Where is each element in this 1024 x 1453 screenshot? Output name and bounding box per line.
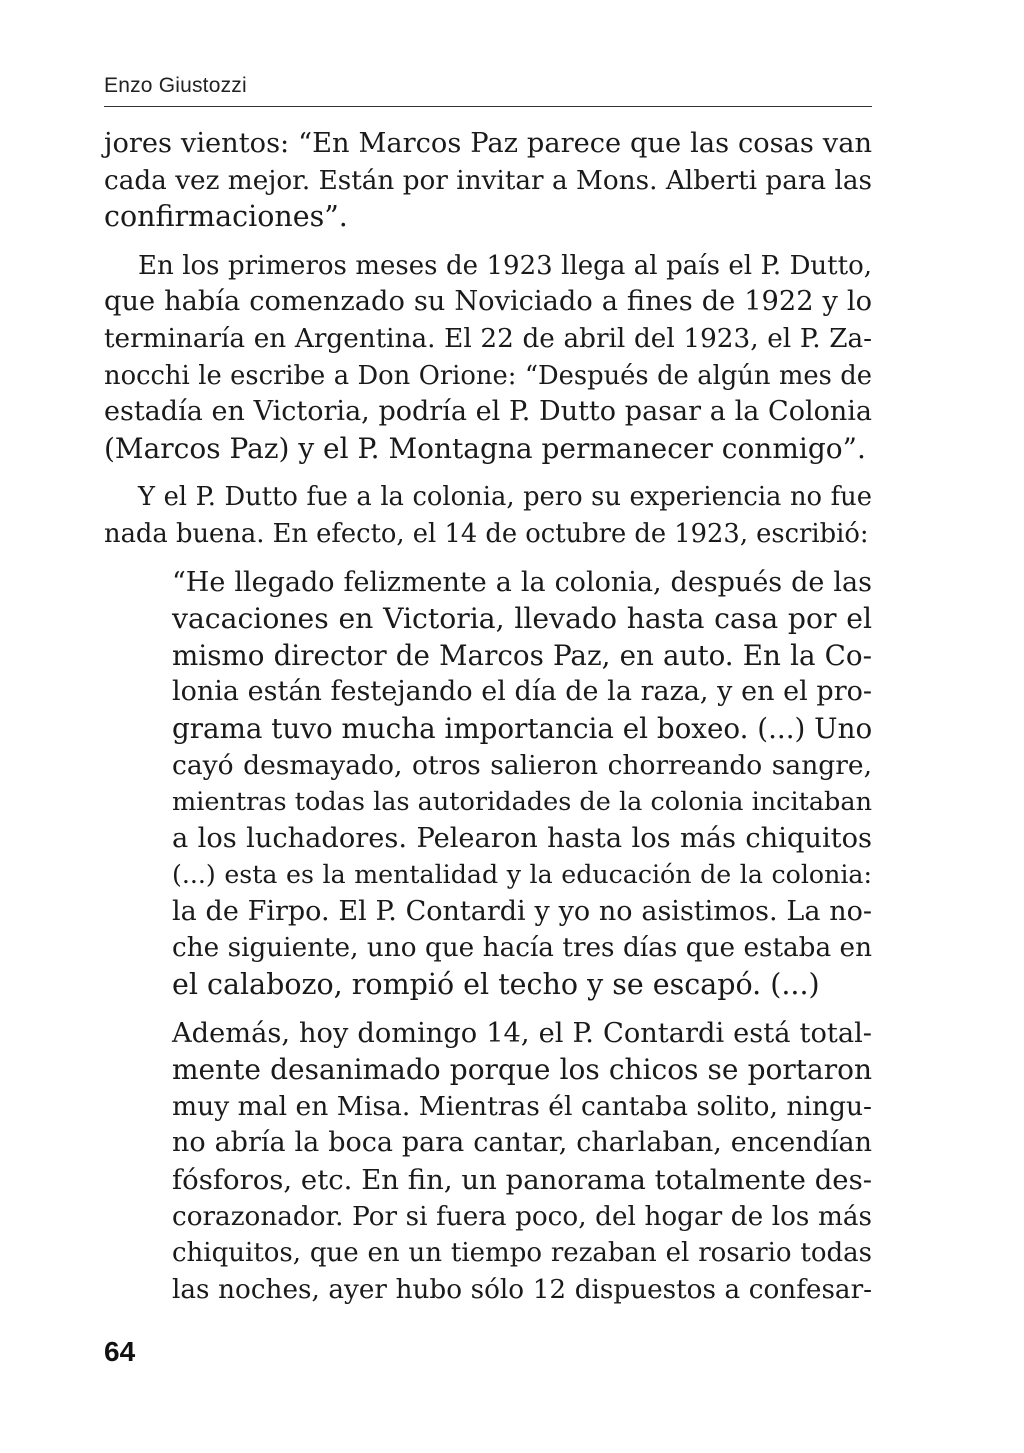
text-line: jores vientos: “En Marcos Paz parece que las cosas van: [104, 128, 872, 159]
paragraph-2: [104, 248, 872, 468]
text-line: muy mal en Misa. Mientras él cantaba solito, ningu-: [172, 1090, 872, 1122]
text-line: lonia están festejando el día de la raza, y en el pro-: [172, 676, 872, 708]
text-line: corazonador. Por si fuera poco, del hogar de los más: [172, 1201, 872, 1232]
paragraph-3: [104, 479, 872, 552]
quote-paragraph-1: [172, 565, 872, 1004]
paragraph-1: [104, 126, 872, 236]
body-text: [104, 126, 872, 1320]
text-line: no abría la boca para cantar, charlaban, encendían: [172, 1127, 872, 1159]
quote-paragraph-2: [172, 1016, 872, 1309]
text-line: En los primeros meses de 1923 llega al país el P. Dutto,: [138, 250, 872, 281]
text-line: grama tuvo mucha importancia el boxeo. (...) Uno: [172, 711, 873, 745]
text-line: estadía en Victoria, podría el P. Dutto pasar a la Colonia: [104, 396, 872, 428]
text-line: que había comenzado su Noviciado a fines de 1922 y lo: [104, 286, 872, 318]
header-rule: [104, 106, 872, 107]
text-line: mientras todas las autoridades de la colonia incitaban: [172, 787, 872, 818]
text-line: la de Firpo. El P. Contardi y yo no asistimos. La no-: [172, 895, 872, 927]
text-line: che siguiente, uno que hacía tres días que estaba en: [172, 933, 872, 964]
text-line: Y el P. Dutto fue a la colonia, pero su experiencia no fue: [138, 482, 872, 513]
text-line: “He llegado felizmente a la colonia, después de las: [172, 566, 872, 598]
running-head: Enzo Giustozzi: [104, 74, 247, 97]
page-number: 64: [104, 1336, 136, 1367]
text-line: fósforos, etc. En fin, un panorama totalmente des-: [172, 1164, 872, 1197]
text-line: mismo director de Marcos Paz, en auto. En la Co-: [172, 638, 872, 672]
text-line: confirmaciones”.: [104, 200, 348, 234]
text-line: vacaciones en Victoria, llevado hasta casa por el: [172, 602, 872, 636]
text-line: cayó desmayado, otros salieron chorreando sangre,: [172, 749, 872, 781]
text-line: nada buena. En efecto, el 14 de octubre de 1923, escribió:: [104, 518, 869, 549]
text-line: Además, hoy domingo 14, el P. Contardi está total-: [172, 1017, 872, 1049]
text-line: nocchi le escribe a Don Orione: “Después de algún mes de: [104, 360, 872, 391]
text-line: chiquitos, que en un tiempo rezaban el rosario todas: [172, 1238, 872, 1269]
text-line: terminaría en Argentina. El 22 de abril del 1923, el P. Za-: [104, 323, 872, 354]
text-line: cada vez mejor. Están por invitar a Mons. Alberti para las: [104, 165, 872, 196]
block-quote: [172, 565, 872, 1309]
text-line: (Marcos Paz) y el P. Montagna permanecer conmigo”.: [104, 431, 866, 465]
text-line: mente desanimado porque los chicos se portaron: [172, 1053, 872, 1087]
text-line: a los luchadores. Pelearon hasta los más chiquitos: [172, 822, 872, 854]
text-line: (...) esta es la mentalidad y la educación de la colonia:: [172, 860, 872, 890]
text-line: el calabozo, rompió el techo y se escapó. (...): [172, 968, 820, 1002]
text-line: las noches, ayer hubo sólo 12 dispuestos a confesar-: [172, 1274, 872, 1305]
